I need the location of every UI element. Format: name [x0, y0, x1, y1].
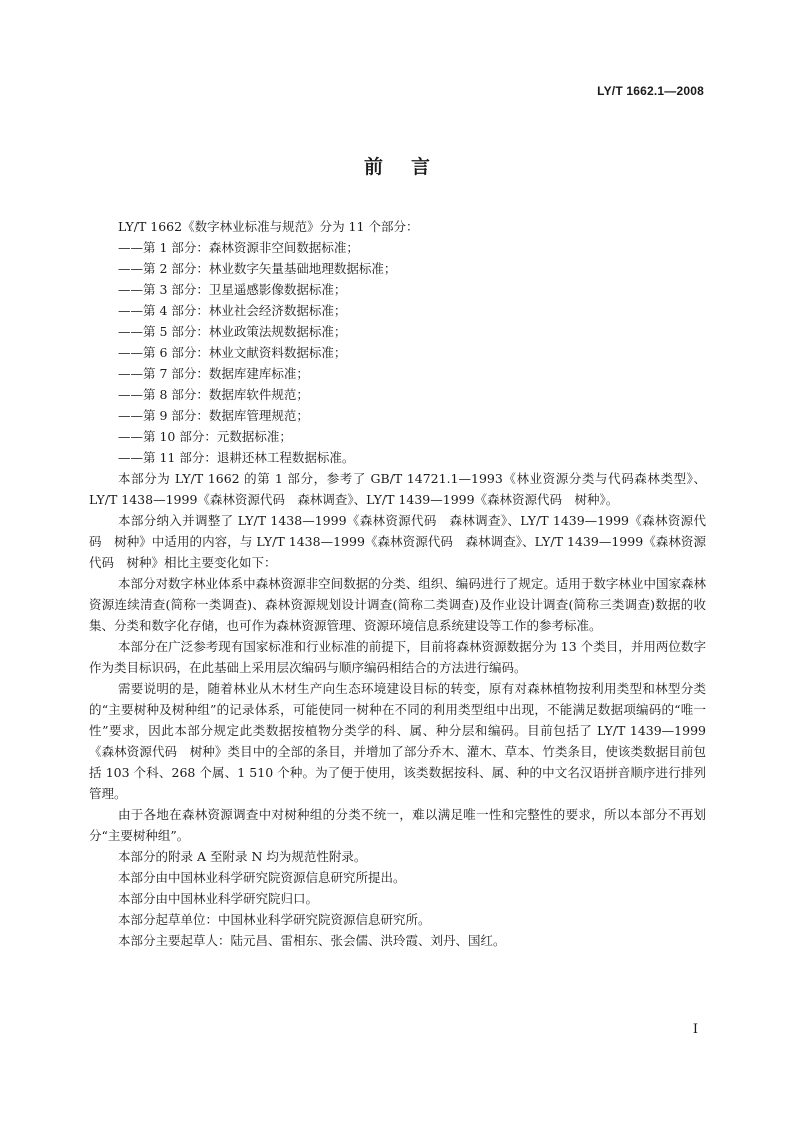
- part-item: ——第 3 部分：卫星遥感影像数据标准；: [118, 282, 347, 297]
- paragraph: 本部分由中国林业科学研究院资源信息研究所提出。: [118, 870, 406, 885]
- part-item: ——第 5 部分：林业政策法规数据标准；: [118, 324, 347, 339]
- paragraph: 本部分起草单位：中国林业科学研究院资源信息研究所。: [118, 912, 431, 927]
- intro-line: LY/T 1662《数字林业标准与规范》分为 11 个部分：: [118, 219, 419, 234]
- page-number: I: [692, 1022, 698, 1037]
- paragraph: 本部分的附录 A 至附录 N 均为规范性附录。: [118, 849, 367, 864]
- part-item: ——第 9 部分：数据库管理规范；: [118, 408, 309, 423]
- part-item: ——第 7 部分：数据库建库标准；: [118, 366, 309, 381]
- standard-code: LY/T 1662.1—2008: [597, 84, 704, 98]
- part-item: ——第 2 部分：林业数字矢量基础地理数据标准；: [118, 261, 397, 276]
- paragraph: 由于各地在森林资源调查中对树种组的分类不统一，难以满足唯一性和完整性的要求，所以本部分不再划分“主要树种组”。: [89, 807, 706, 843]
- paragraph: 本部分为 LY/T 1662 的第 1 部分，参考了 GB/T 14721.1—1993《林业资源分类与代码森林类型》、LY/T 1438—1999《森林资源代码 森林调查》、LY/T 1439—1999《森林资源代码 树种》。: [89, 471, 706, 507]
- foreword-body: [89, 216, 706, 951]
- page-title: 前言: [363, 156, 458, 178]
- paragraph: 本部分在广泛参考现有国家标准和行业标准的前提下，目前将森林资源数据分为 13 个类目，并用两位数字作为类目标识码，在此基础上采用层次编码与顺序编码相结合的方法进行编码。: [89, 639, 706, 675]
- part-item: ——第 11 部分：退耕还林工程数据标准。: [118, 450, 355, 465]
- paragraph: 本部分对数字林业体系中森林资源非空间数据的分类、组织、编码进行了规定。适用于数字林业中国家森林资源连续清查(简称一类调查)、森林资源规划设计调查(简称二类调查)及作业设计调查(简称三类调查)数据的收集、分类和数字化存储，也可作为森林资源管理、资源环境信息系统建设等工作的参考标准。: [89, 576, 706, 633]
- paragraph: 需要说明的是，随着林业从木材生产向生态环境建设目标的转变，原有对森林植物按利用类型和林型分类的“主要树种及树种组”的记录体系，可能使同一树种在不同的利用类型组中出现，不能满足数据项编码的“唯一性”要求，因此本部分规定此类数据按植物分类学的科、属、种分层和编码。目前包括了 LY/T 1439—1999《森林资源代码 树种》类目中的全部的条目，并增加了部分乔木、灌木、草本、竹类条目，使该类数据目前包括 103 个科、268 个属、1 510 个种。为了便于使用，该类数据按科、属、种的中文名汉语拼音顺序进行排列管理。: [89, 681, 706, 801]
- part-item: ——第 1 部分：森林资源非空间数据标准；: [118, 240, 359, 255]
- paragraph: 本部分由中国林业科学研究院归口。: [118, 891, 319, 906]
- part-item: ——第 6 部分：林业文献资料数据标准；: [118, 345, 347, 360]
- part-item: ——第 10 部分：元数据标准；: [118, 429, 292, 444]
- part-item: ——第 4 部分：林业社会经济数据标准；: [118, 303, 347, 318]
- paragraph: 本部分主要起草人：陆元昌、雷相东、张会儒、洪玲霞、刘丹、国红。: [118, 933, 506, 948]
- part-item: ——第 8 部分：数据库软件规范；: [118, 387, 309, 402]
- paragraph: 本部分纳入并调整了 LY/T 1438—1999《森林资源代码 森林调查》、LY/T 1439—1999《森林资源代码 树种》中适用的内容，与 LY/T 1438—1999《森林资源代码 森林调查》、LY/T 1439—1999《森林资源代码 树种》相比主要变化如下：: [89, 513, 706, 570]
